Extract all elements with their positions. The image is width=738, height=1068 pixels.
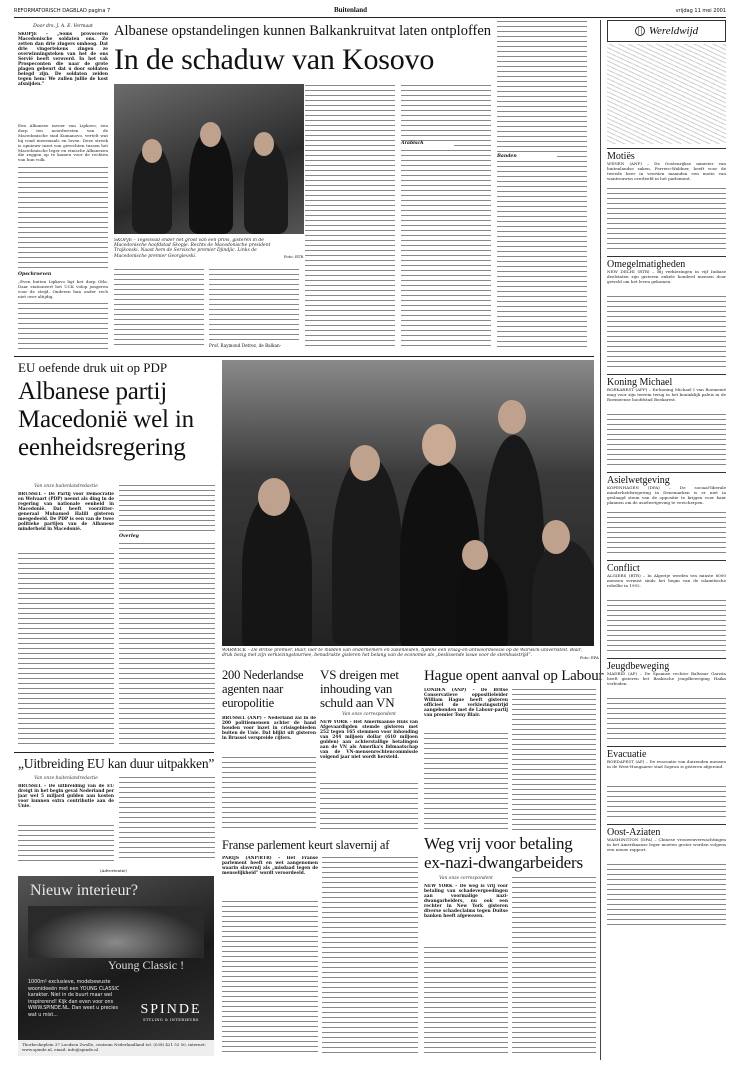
ad-title: Nieuw interieur? bbox=[30, 882, 138, 899]
rail-item-headline: Jeugdbeweging bbox=[607, 658, 726, 672]
eu-lead: BRUSSEL – De uitbreiding van de EU dreigt in het begin geval Nederland per jaar wel 5 miljard gulden aan kosten voor kunnen extra contributie aan de Unie. bbox=[18, 784, 114, 809]
kosovo-signature: Prof. Raymond Detrez, de Balkan- bbox=[209, 343, 282, 348]
rail-title: Wereldwijd bbox=[648, 25, 699, 37]
rail-item bbox=[607, 560, 726, 654]
rail-item-headline: Motiës bbox=[607, 148, 726, 162]
hague-col-1 bbox=[424, 732, 508, 832]
rail-item-body bbox=[607, 187, 726, 252]
rail-item-body bbox=[607, 785, 726, 820]
vs-lead: NEW YORK – Het Amerikaanse Huis van Afgevaardigden stemde gisteren met 252 tegen 165 stemmen voor inhouding van 244 miljoen dollar (610 miljoen gulden) aan achterstallige betalingen aan de VN als Amerika's lidmaatschap van de VN-mensenrechtencommissie volgend jaar niet wordt hersteld. bbox=[320, 720, 418, 760]
blair-photo bbox=[222, 360, 594, 646]
eu-headline: „Uitbreiding EU kan duur uitpakken” bbox=[18, 756, 215, 771]
rail-item-headline: Oost-Aziaten bbox=[607, 824, 726, 838]
rail-item-text: MADRID (AP) – De Spaanse rechter Baltasar Garzón heeft gisteren het Baskische jeugdbeweging Haika verboden. bbox=[607, 672, 726, 686]
ad-sofa-image bbox=[28, 906, 204, 958]
rail-item-headline: Conflict bbox=[607, 560, 726, 574]
masthead-paper-title: REFORMATORISCH DAGBLAD pagina 7 bbox=[14, 8, 111, 14]
vs-byline: Van onze correspondent bbox=[342, 712, 396, 717]
agenten-lead: BRUSSEL (ANP) – Nederland zal in de 200 politiemensen achter de hand houden voor inzet in crisisgebieden buiten de Unie. Dat blijkt uit gisteren in Brussel verspreide cijfers. bbox=[222, 716, 316, 741]
globe-icon bbox=[635, 26, 645, 36]
rail-item-body bbox=[607, 413, 726, 468]
rail-item bbox=[607, 658, 726, 742]
ad-footer: Thorbeckeplein 37 Loodsen Zwolle, centrum Nederlandland tel. (038) 421 53 50, internet: www.spinde.nl, email: info@spinde.nl bbox=[18, 1040, 214, 1056]
weg-col-1 bbox=[424, 946, 508, 1054]
hague-lead: LONDEN (ANP) – De Britse Conservatieve oppositieleider William Hague heeft gisteren officieel de verkiezingsstrijd aangebonden met de Labour-partij van premier Tony Blair. bbox=[424, 688, 508, 718]
kosovo-body-2: „Even buiten Lipkovo ligt het dorp Otla. Daar stationeert het UCK volop jongeren voor de strijd. Onderen hun onder rech niet over altijdig. bbox=[18, 280, 108, 299]
kosovo-headline: In de schaduw van Kosovo bbox=[114, 43, 435, 76]
wereldwijd-header bbox=[607, 20, 726, 42]
rail-item-body bbox=[607, 863, 726, 928]
hague-col-2 bbox=[512, 688, 596, 832]
kosovo-body-1: Een Albanese invoer van Lipkovo, een dorp ten noordwesten van de Macedonische stad Kumanovo, vertelt wat hij rond meermaals en loven. Deze streek is opnieuw inzet van gevechten tussen het Macedonische leger en etnische Albanezen die zeggen op te komen voor de rechten van hun volk. bbox=[18, 124, 108, 163]
kosovo-body-2-cont bbox=[18, 302, 108, 352]
world-map-graphic bbox=[607, 44, 726, 144]
kosovo-col-6 bbox=[497, 20, 587, 350]
albania-lead: BRUSSEL – De Partij voor Democratie en Welvaart (PDP) neemt als ding in de regering van nationale eenheid in Macedonië. Dat heeft voorzitter-generaal Muhamed Halili gisteren meegedeeld. De PDP is een van de twee politieke partijen van de Albanese minderheid in Macedonië. bbox=[18, 492, 114, 532]
kosovo-photo-caption: SKOPJE – Tegelsvad onder het groot van een prins, gisteren in de Macedonische hoofdstad Skopje. Rechts de Macedonische president Trajkovski. Naast hem de Servische premier Djindjic. Links de Macedonische premier Georgievski. bbox=[114, 238, 271, 259]
rail-item-text: WASHINGTON (DPA) – Chinese vrouwenverwachtingen in het Amerikaanse leger moeten groter worden volgens een nieuw rapport. bbox=[607, 838, 726, 852]
rail-item-text: WENEN (ANP) – De Oostenrijkse minister van buitenlandse zaken, Ferrero-Waldner, heeft voor de tweede keer in veertien maanden een motie van wantrouwen overleefd in het parlement. bbox=[607, 162, 726, 181]
rail-item bbox=[607, 148, 726, 252]
masthead bbox=[14, 6, 726, 18]
spinde-logo bbox=[136, 1002, 206, 1022]
hague-headline: Hague opent aanval op Labour bbox=[424, 668, 604, 684]
vs-body bbox=[320, 782, 418, 832]
albania-col-1 bbox=[18, 552, 114, 748]
kosovo-col-4 bbox=[305, 84, 395, 350]
rail-item-body bbox=[607, 295, 726, 370]
albania-subhead-overleg: Overleg bbox=[119, 534, 139, 539]
frankrijk-lead: PARIJS (ANP/RTR) – Het Franse parlement heeft en wet aangenomen waarin slavernij als „misdaad tegen de menselijkheid” wordt veroordeeld. bbox=[222, 856, 318, 876]
frankrijk-col-2 bbox=[322, 856, 418, 1054]
kosovo-col-2 bbox=[114, 268, 204, 348]
kosovo-photo bbox=[114, 84, 304, 234]
rail-item-text: KOPENHAGEN (DPA) – De sociaal-liberale minderheidsregering in Denemarken is er niet in geslaagd steun van de oppositie te krijgen voor haar plannen om de asielwetgeving te verscherpen. bbox=[607, 486, 726, 505]
agenten-headline: 200 Nederlandse agenten naar europolitie bbox=[222, 668, 304, 710]
masthead-section: Buitenland bbox=[334, 6, 368, 14]
wereldwijd-rail bbox=[600, 20, 726, 1060]
blair-photo-credit: Foto: EPA bbox=[580, 655, 599, 660]
kosovo-body-1-cont bbox=[18, 166, 108, 270]
kosovo-deck: Albanese opstandelingen kunnen Balkankruitvat laten ontploffen bbox=[114, 23, 492, 39]
ad-brand-line: Young Classic ! bbox=[108, 958, 185, 972]
eu-col-2 bbox=[119, 776, 215, 862]
kosovo-subhead-banden: Banden bbox=[497, 154, 557, 159]
albania-col-2 bbox=[119, 484, 215, 532]
rail-item-body bbox=[607, 697, 726, 742]
kosovo-subhead-opschroeven: Opschroeven bbox=[18, 272, 52, 277]
kosovo-col-5 bbox=[401, 84, 491, 350]
rail-item bbox=[607, 824, 726, 928]
kosovo-col-3 bbox=[209, 268, 299, 342]
rail-item bbox=[607, 746, 726, 820]
albania-headline: Albanese partij Macedonië wel in eenheidsregering bbox=[18, 378, 194, 461]
kosovo-lead: SKOPJE – „Soms provoceren Macedonische soldaten ons. Ze zetten dan drie zingers omhoog. Dat drie vingertekens zingen ze overwinningsteken van het de ons Servië heeft veroverd. In het vak Prospeconten die naar de grote plagen gebeurt dat u door soldaten belegd zijn. De soldaten zeiden tegen hem: We zullen jullie de kost afsnijden.” bbox=[18, 32, 108, 87]
albania-kicker: EU oefende druk uit op PDP bbox=[18, 360, 168, 375]
rail-item-body bbox=[607, 511, 726, 556]
kosovo-photo-credit: Foto: RTR bbox=[284, 254, 304, 259]
masthead-date: vrijdag 11 mei 2001 bbox=[675, 8, 726, 14]
rail-item-headline: Omegelmatigheden bbox=[607, 256, 726, 270]
weg-col-2 bbox=[512, 876, 596, 1054]
weg-headline: Weg vrij voor betaling ex-nazi-dwangarbeiders bbox=[424, 834, 583, 872]
rail-item bbox=[607, 256, 726, 370]
eu-byline: Van onze buitenlandredactie bbox=[34, 776, 98, 781]
ad-label: (Advertentie) bbox=[100, 868, 127, 873]
rail-item bbox=[607, 374, 726, 468]
rail-item-headline: Asielwetgeving bbox=[607, 472, 726, 486]
weg-lead: NEW YORK – De weg is vrij voor betaling van schadevergoedingen aan voormalige nazi-dwangarbeiders, nu ook een rechter in New York gisteren diverse schadeclaims tegen Duitse banken heeft afgewezen. bbox=[424, 884, 508, 919]
spinde-advertisement[interactable] bbox=[18, 876, 214, 1056]
rail-item-text: NEW DELHI (RTR) – Bij verkiezingen in vijf Indiase deelstaten zijn gisteren enkele honderd mensen door geweld om het leven gekomen. bbox=[607, 270, 726, 284]
albania-byline: Van onze buitenlandredactie bbox=[34, 484, 98, 489]
vs-headline: VS dreigen met inhouding van schuld aan VN bbox=[320, 667, 399, 710]
agenten-body bbox=[222, 756, 316, 832]
frankrijk-headline: Franse parlement keurt slavernij af bbox=[222, 838, 390, 852]
rail-item-text: BOEKAREST (AFP) – Ex-koning Michael I van Roemenië mag voor zijn terrein terug in het koninklijk paleis in de Roemeense hoofdstad Boekarest. bbox=[607, 388, 726, 402]
kosovo-byline: Door drs. J. A. E. Vermaat bbox=[33, 24, 93, 29]
albania-col-2-cont bbox=[119, 542, 215, 748]
eu-col-1 bbox=[18, 824, 114, 864]
rail-item-headline: Koning Michael bbox=[607, 374, 726, 388]
rail-item-text: ALGIERS (RTR) – In Algerije werden ten minste 6000 mensen vermist sinds het begin van de islamitische rebellie in 1992. bbox=[607, 574, 726, 588]
ad-logo-sub: STYLING & INTERIEURS bbox=[143, 1018, 199, 1022]
divider bbox=[14, 752, 214, 753]
ad-body: 1000m² exclusieve, modebewuste woonideeën met een YOUNG CLASSIC karakter. Niet in de buurt maar wel inspirerend! Kijk dan even voor ons WWW.SPINDE.NL. Dan weet u precies wat u mist... bbox=[28, 980, 120, 1018]
ad-logo-text: SPINDE bbox=[140, 1002, 202, 1017]
rail-item-text: BOEDAPEST (AP) – De evacuatie van duizenden mensen in de West-Hongaarse stad Sopron is gisteren afgerond. bbox=[607, 760, 726, 769]
blair-photo-caption: WARWICK – De Britse premier, Blair, loer te midden van ondernemers en zakenleiden, tijdens een vraag-en-antwoordsessie op de Warwick-universiteit. Blair, druk bezig met zijn verkiezingstournee, benadrukte gisteren het belang van de economie als „beslissende issue voor de stembusstrijd”. bbox=[222, 648, 582, 659]
weg-byline: Van onze correspondent bbox=[439, 876, 493, 881]
rail-item-headline: Evacuatie bbox=[607, 746, 726, 760]
kosovo-subhead-arabisch: Arabisch bbox=[401, 141, 454, 146]
rail-item bbox=[607, 472, 726, 556]
frankrijk-col-1 bbox=[222, 900, 318, 1054]
rail-item-body bbox=[607, 599, 726, 654]
divider bbox=[14, 356, 594, 357]
